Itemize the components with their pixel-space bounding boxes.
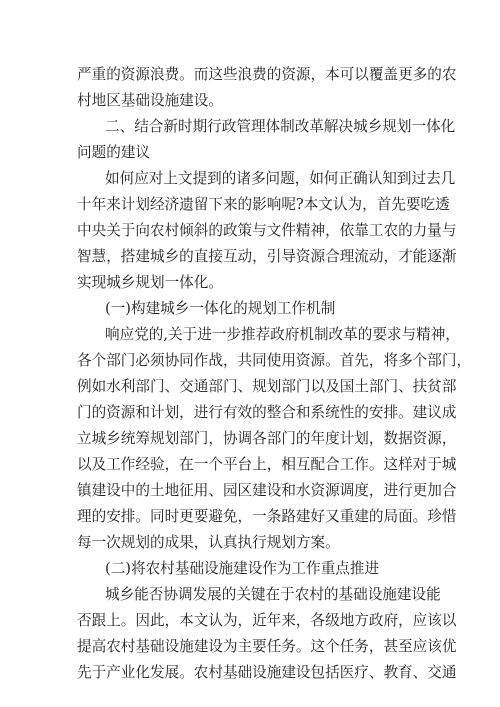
text-line: 门的资源和计划，进行有效的整合和系统性的安排。建议成	[77, 404, 457, 421]
text-line: 响应党的,关于进一步推荐政府机制改革的要求与精神，	[105, 326, 460, 343]
text-line: 如何应对上文提到的诸多问题，如何正确认知到过去几	[105, 170, 456, 187]
text-line: 先于产业化发展。农村基础设施建设包括医疗、教育、交通	[77, 664, 457, 681]
text-line: 中央关于向农村倾斜的政策与文件精神，依靠工农的力量与	[77, 222, 457, 239]
text-line: 村地区基础设施建设。	[77, 92, 223, 109]
text-line: 以及工作经验，在一个平台上，相互配合工作。这样对于城	[77, 456, 457, 473]
text-line: 例如水利部门、交通部门、规划部门以及国土部门、扶贫部	[77, 378, 457, 395]
section-heading: 二、结合新时期行政管理体制改革解决城乡规划一体化	[105, 118, 456, 135]
text-line: 理的安排。同时更要避免，一条路建好又重建的局面。珍惜	[77, 508, 457, 525]
text-line: 十年来计划经济遗留下来的影响呢?本文认为，首先要吃透	[77, 196, 450, 213]
text-line: 严重的资源浪费。而这些浪费的资源，本可以覆盖更多的农	[77, 66, 457, 83]
subsection-heading: (二)将农村基础设施建设作为工作重点推进	[105, 560, 380, 577]
text-line: 智慧，搭建城乡的直接互动，引导资源合理流动，才能逐渐	[77, 248, 457, 265]
text-line: 城乡能否协调发展的关键在于农村的基础设施建设能	[105, 586, 441, 603]
text-line: 每一次规划的成果，认真执行规划方案。	[77, 534, 340, 551]
subsection-heading: (一)构建城乡一体化的规划工作机制	[105, 300, 336, 317]
text-line: 各个部门必须协同作战，共同使用资源。首先，将多个部门，	[77, 352, 472, 369]
text-line: 实现城乡规划一体化。	[77, 274, 223, 291]
text-line: 提高农村基础设施建设为主要任务。这个任务，甚至应该优	[77, 638, 457, 655]
section-heading-continued: 问题的建议	[77, 144, 150, 161]
text-line: 镇建设中的土地征用、园区建设和水资源调度，进行更加合	[77, 482, 457, 499]
text-line: 立城乡统筹规划部门，协调各部门的年度计划，数据资源，	[77, 430, 457, 447]
text-line: 否跟上。因此，本文认为，近年来，各级地方政府，应该以	[77, 612, 457, 629]
